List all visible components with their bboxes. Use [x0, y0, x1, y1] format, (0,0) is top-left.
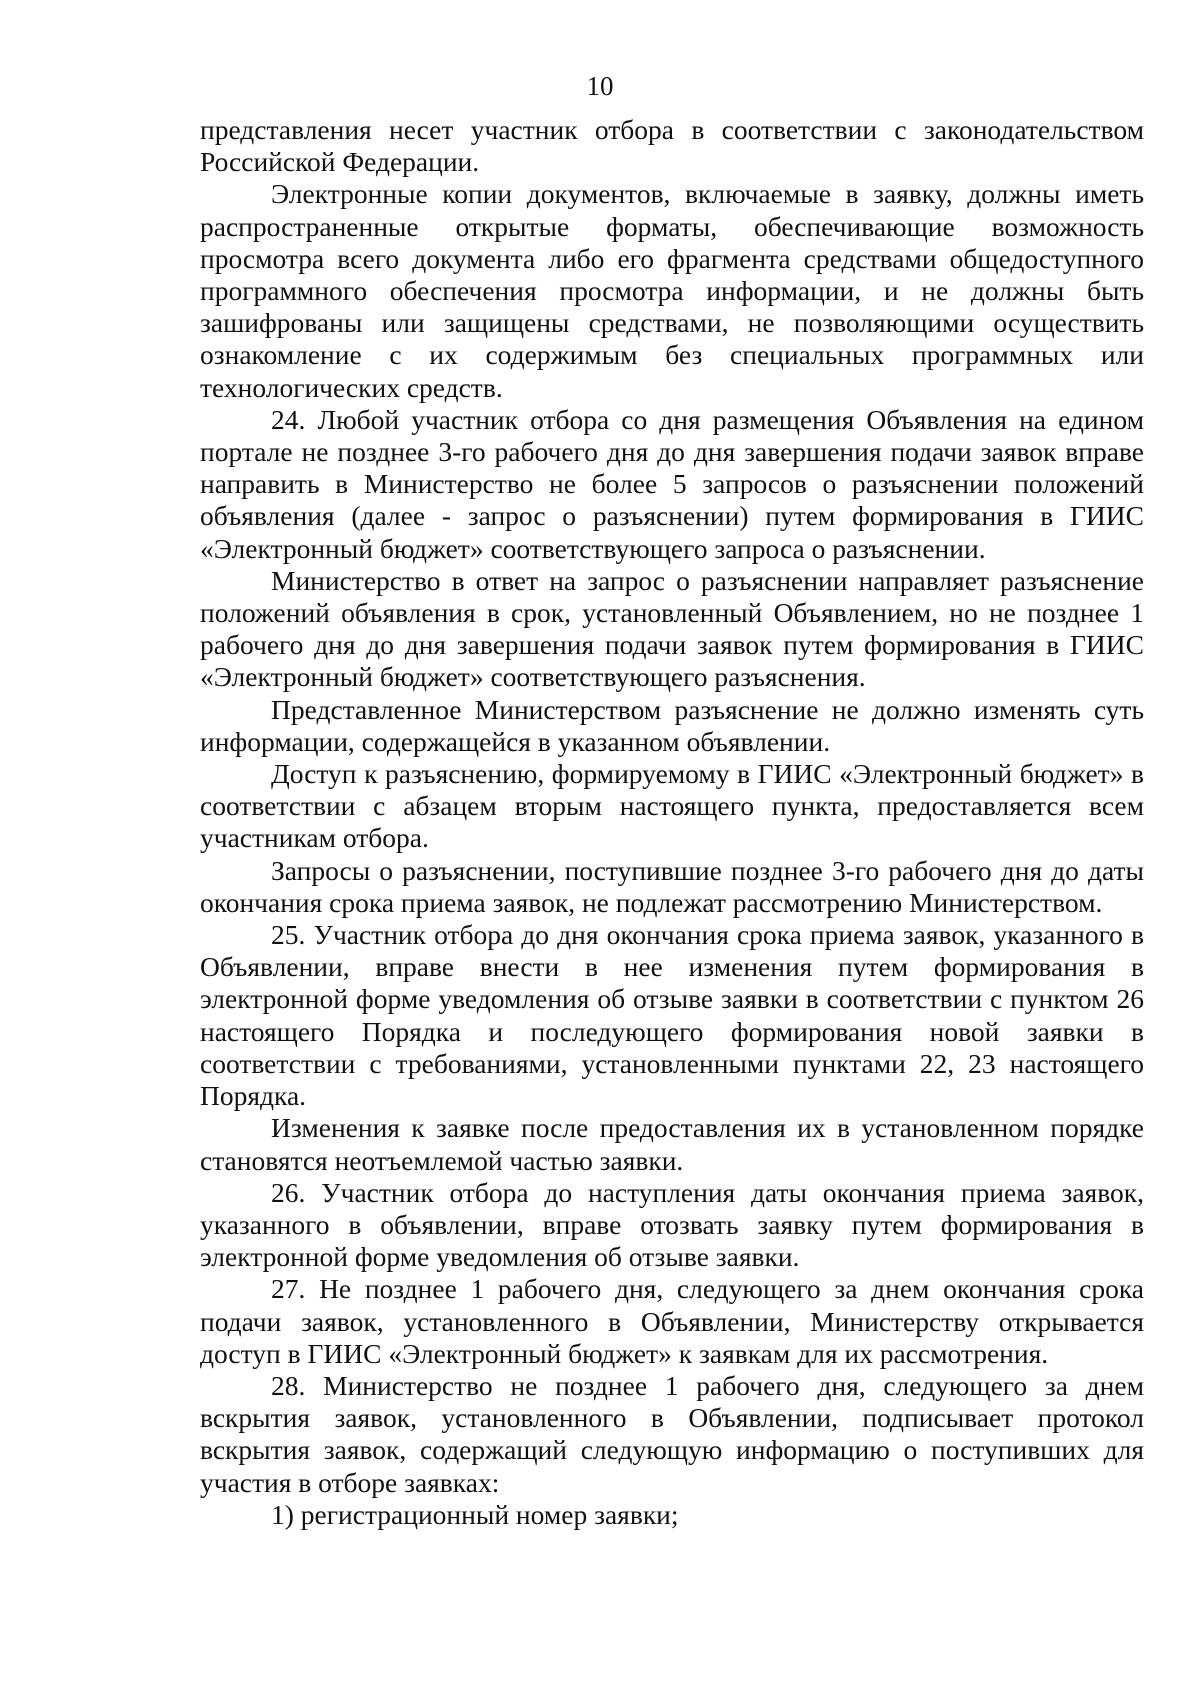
page-number: 10: [586, 71, 614, 101]
paragraph: Электронные копии документов, включаемые в заявку, должны иметь распространенные открытые форматы, обеспечивающие возможность просмотра всего документа либо его фрагмента средствами общедоступного программного обеспечения просмотра информации, и не должны быть зашифрованы или защищены средствами, не позволяющими осуществить ознакомление с их содержимым без специальных программных или технологических средств.: [200, 178, 1144, 403]
paragraph: Изменения к заявке после предоставления их в установленном порядке становятся неотъемлемой частью заявки.: [200, 1112, 1144, 1176]
paragraph: 25. Участник отбора до дня окончания срока приема заявок, указанного в Объявлении, вправе внести в нее изменения путем формирования в электронной форме уведомления об отзыве заявки в соответствии с пунктом 26 настоящего Порядка и последующего формирования новой заявки в соответствии с требованиями, установленными пунктами 22, 23 настоящего Порядка.: [200, 919, 1144, 1112]
paragraph: 1) регистрационный номер заявки;: [271, 1498, 679, 1530]
paragraph: 26. Участник отбора до наступления даты окончания приема заявок, указанного в объявлении, вправе отозвать заявку путем формирования в электронной форме уведомления об отзыве заявки.: [200, 1176, 1144, 1273]
paragraph: 28. Министерство не позднее 1 рабочего дня, следующего за днем вскрытия заявок, установленного в Объявлении, подписывает протокол вскрытия заявок, содержащий следующую информацию о поступивших для участия в отборе заявках:: [200, 1369, 1144, 1498]
paragraph: Представленное Министерством разъяснение не должно изменять суть информации, содержащейся в указанном объявлении.: [200, 693, 1144, 757]
paragraph: Доступ к разъяснению, формируемому в ГИИС «Электронный бюджет» в соответствии с абзацем вторым настоящего пункта, предоставляется всем участникам отбора.: [200, 758, 1144, 854]
paragraph: 24. Любой участник отбора со дня размещения Объявления на едином портале не позднее 3-го рабочего дня до дня завершения подачи заявок вправе направить в Министерство не более 5 запросов о разъяснении положений объявления (далее - запрос о разъяснении) путем формирования в ГИИС «Электронный бюджет» соответствующего запроса о разъяснении.: [200, 403, 1144, 564]
paragraph: представления несет участник отбора в соответствии с законодательством Российской Федерации.: [200, 114, 1144, 178]
document-body: [200, 114, 1144, 1531]
paragraph: 27. Не позднее 1 рабочего дня, следующего за днем окончания срока подачи заявок, установленного в Объявлении, Министерству открывается доступ в ГИИС «Электронный бюджет» к заявкам для их рассмотрения.: [200, 1273, 1144, 1369]
paragraph: Министерство в ответ на запрос о разъяснении направляет разъяснение положений объявления в срок, установленный Объявлением, но не позднее 1 рабочего дня до дня завершения подачи заявок путем формирования в ГИИС «Электронный бюджет» соответствующего разъяснения.: [200, 564, 1144, 693]
paragraph: Запросы о разъяснении, поступившие позднее 3-го рабочего дня до даты окончания срока приема заявок, не подлежат рассмотрению Министерством.: [200, 854, 1144, 918]
